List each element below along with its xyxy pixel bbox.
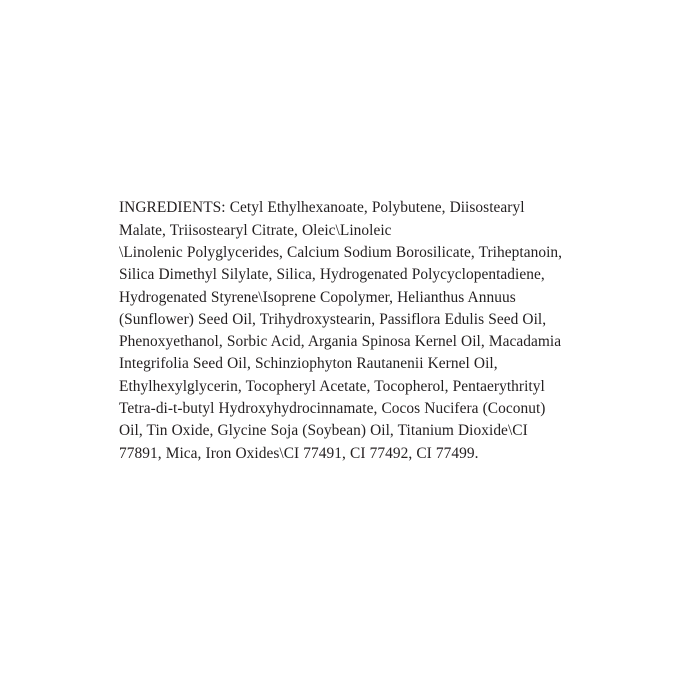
ingredients-block xyxy=(119,182,569,480)
ingredients-paragraph: INGREDIENTS: Cetyl Ethylhexanoate, Polybutene, Diisostearyl Malate, Triisostearyl Citrate, Oleic\Linoleic \Linolenic Polyglycerides, Calcium Sodium Borosilicate, Triheptanoin, Silica Dimethyl Silylate, Silica, Hydrogenated Polycyclopentadiene, Hydrogenated Styrene\Isoprene Copolymer, Helianthus Annuus (Sunflower) Seed Oil, Trihydroxystearin, Passiflora Edulis Seed Oil, Phenoxyethanol, Sorbic Acid, Argania Spinosa Kernel Oil, Macadamia Integrifolia Seed Oil, Schinziophyton Rautanenii Kernel Oil, Ethylhexylglycerin, Tocopheryl Acetate, Tocopherol, Pentaerythrityl Tetra-di-t-butyl Hydroxyhydrocinnamate, Cocos Nucifera (Coconut) Oil, Tin Oxide, Glycine Soja (Soybean) Oil, Titanium Dioxide\CI 77891, Mica, Iron Oxides\CI 77491, CI 77492, CI 77499. xyxy=(119,199,563,462)
